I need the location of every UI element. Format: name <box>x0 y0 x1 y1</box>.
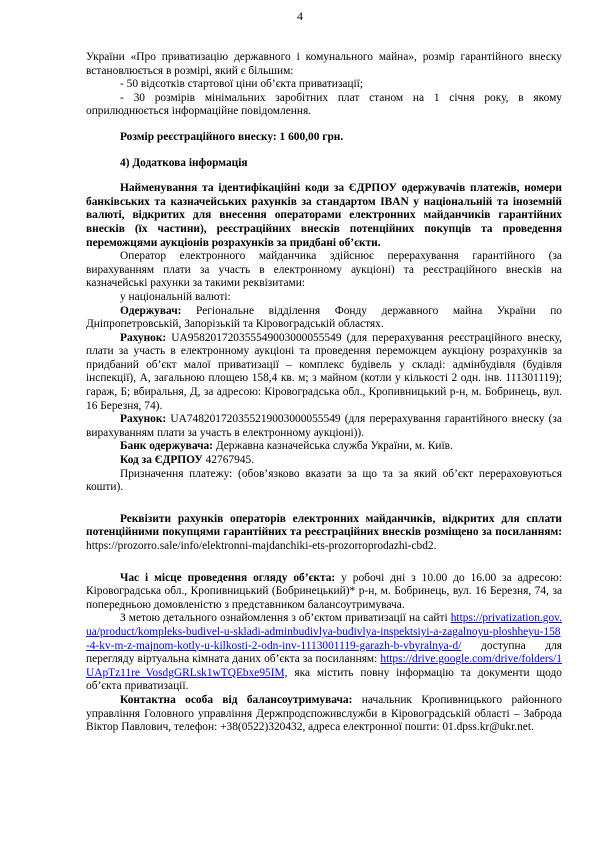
registration-fee: Розмір реєстраційного внеску: 1 600,00 грн. <box>120 130 344 143</box>
edrpou-label: Код за ЄДРПОУ <box>120 454 203 467</box>
details-paragraph <box>86 612 562 694</box>
account-1-value: UA958201720355549003000055549 (для перерахування реєстраційного внеску, плати за участь в електронному аукціоні та проведення переможцем аукціону розрахунків за придбаний об’єкт малої приватизації – комплекс будівель у складі: адмінбудівля (будівля інспекції), А, загальною площею 158,4 кв. м; з майном (котли у кількості 2 одн. інв. 111301119); гараж, Б; вбиральня, Д, за адресою: Кіровоградська обл., Кропивницький р-н, м. Бобринець, вул. 16 Березня, 74). <box>86 331 562 412</box>
edrpou-paragraph <box>86 454 562 468</box>
inspection-value: у робочі дні з 10.00 до 16.00 за адресою: Кіровоградська обл., Кропивницький (Бобринецький)* р-н, м. Бобринець, вул. 16 Березня, 74, за попередньою домовленістю з представником балансоутримувача. <box>86 571 562 611</box>
account-2-value: UA748201720355219003000055549 (для перерахування гарантійного внеску (за вирахуванням плати за участь в електронному аукціоні)). <box>86 413 562 439</box>
operator-transfer-text: Оператор електронного майданчика здійснює перерахування гарантійного (за вирахуванням плати за участь в електронному аукціоні) та реєстраційного внесків на казначейські рахунки за такими реквізитами: <box>86 250 562 290</box>
section-heading-additional-info: 4) Додаткова інформація <box>120 156 248 169</box>
account-1-paragraph <box>86 332 562 414</box>
bank-details-heading: Найменування та ідентифікаційні коди за ЄДРПОУ одержувачів платежів, номери банківських та казначейських рахунків за стандартом IBAN у національній та іноземній валюті, відкритих для внесення операторами електронних майданчиків гарантійних внесків (їх частини), реєстраційних внесків потенційних покупців та проведення переможцями аукціонів розрахунків за придбані об’єкти. <box>86 182 562 249</box>
contact-label: Контактна особа від балансоутримувача: <box>120 693 353 706</box>
account-2-paragraph <box>86 413 562 440</box>
list-item-50-percent: - 50 відсотків стартової ціни об’єкта приватизації; <box>120 78 363 91</box>
inspection-paragraph <box>86 572 562 613</box>
inspection-label: Час і місце проведення огляду об’єкта: <box>120 571 336 584</box>
privatization-link[interactable]: https://privatization.gov.ua/product/kompleks-budivel-u-skladi-adminbudivlya-budivlya-inspektsiyi-a-zagalnoyu-ploshheyu-158-4-kv-m-z-majnom-kotly-u-kilkosti-2-odn-inv-1113001119-garazh-b-vbyralnya-d/ <box>86 612 562 652</box>
recipient-paragraph <box>86 305 562 332</box>
contact-paragraph <box>86 694 562 735</box>
paragraph-guarantee-intro: України «Про приватизацію державного і комунального майна», розмір гарантійного внеску встановлюється в розмірі, який є більшим: <box>86 51 562 77</box>
recipient-label: Одержувач: <box>120 304 182 317</box>
document-body <box>86 51 562 735</box>
operators-accounts-label: Реквізити рахунків операторів електронних майданчиків, відкритих для сплати потенційними покупцями гарантійних та реєстраційних внесків розміщено за посиланням: <box>86 512 562 539</box>
bank-label: Банк одержувача: <box>120 440 213 453</box>
recipient-value: Регіональне відділення Фонду державного майна України по Дніпропетровській, Запорізькій та Кіровоградській областях. <box>86 304 562 331</box>
account-2-label: Рахунок: <box>120 413 167 426</box>
edrpou-value: 42767945. <box>205 454 255 467</box>
contact-value: начальник Кропивницького районного управління Головного управління Держпродспоживслужби в Кіровоградській області – Заброда Віктор Павлович, телефон: +38(0522)320432, адреса електронної пошти: 01.dpss.kr@ukr.net. <box>86 693 563 734</box>
details-text-1: З метою детального ознайомлення з об’єктом приватизації на сайті <box>120 612 448 625</box>
data-room-link[interactable]: https://drive.google.com/drive/folders/1UApTz11re_VosdgGRLsk1wTQEbxe95IM, <box>86 653 562 679</box>
bank-value: Державна казначейська служба України, м. Київ. <box>215 440 453 453</box>
list-item-30-wages: - 30 розмірів мінімальних заробітних плат станом на 1 січня року, в якому оприлюднюється інформаційне повідомлення. <box>86 91 562 118</box>
national-currency-label: у національній валюті: <box>120 290 231 303</box>
operators-accounts-url[interactable]: https://prozorro.sale/info/elektronni-majdanchiki-ets-prozorroprodazhi-cbd2. <box>86 540 437 552</box>
details-text-2: доступна для перегляду віртуальна кімната даних об’єкта за посиланням: <box>86 639 562 666</box>
details-text-3: яка містить повну інформацію та документи щодо об’єкта приватизації. <box>86 666 562 693</box>
page-number: 4 <box>297 9 303 23</box>
operators-accounts-paragraph <box>86 513 562 554</box>
payment-purpose: Призначення платежу: (обов’язково вказати за що та за який об’єкт перераховуються кошти). <box>86 467 562 494</box>
bank-paragraph <box>86 440 562 454</box>
account-1-label: Рахунок: <box>120 331 167 344</box>
